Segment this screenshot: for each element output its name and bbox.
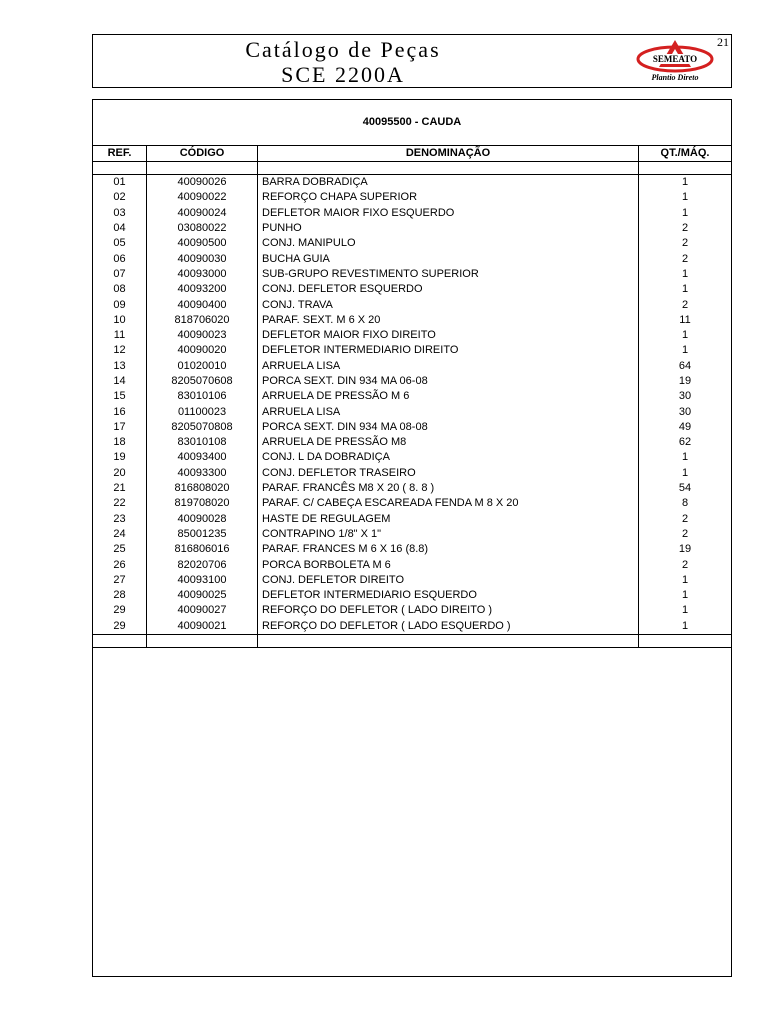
table-row <box>93 619 732 635</box>
cell-codigo: 40090027 <box>147 603 258 618</box>
cell-qt: 8 <box>639 496 732 511</box>
cell-qt: 1 <box>639 466 732 481</box>
cell-denominacao: HASTE DE REGULAGEM <box>258 512 639 527</box>
cell-codigo: 85001235 <box>147 527 258 542</box>
cell-denominacao: CONJ. L DA DOBRADIÇA <box>258 450 639 465</box>
table-row <box>93 588 732 603</box>
table-row <box>93 374 732 389</box>
cell-codigo: 40090020 <box>147 343 258 358</box>
table-row <box>93 297 732 312</box>
cell-qt: 11 <box>639 313 732 328</box>
cell-ref: 06 <box>93 251 147 266</box>
cell-denominacao: PORCA BORBOLETA M 6 <box>258 557 639 572</box>
cell-denominacao: DEFLETOR INTERMEDIARIO DIREITO <box>258 343 639 358</box>
cell-ref: 18 <box>93 435 147 450</box>
table-row <box>93 175 732 191</box>
cell-codigo: 82020706 <box>147 557 258 572</box>
cell-ref: 27 <box>93 573 147 588</box>
table-row <box>93 343 732 358</box>
cell-qt: 2 <box>639 557 732 572</box>
logo-tagline: Plantio Direto <box>651 73 699 82</box>
table-row <box>93 190 732 205</box>
cell-codigo: 40093300 <box>147 466 258 481</box>
cell-codigo: 40090026 <box>147 175 258 191</box>
cell-qt: 54 <box>639 481 732 496</box>
cell-ref: 29 <box>93 619 147 635</box>
cell-ref: 17 <box>93 420 147 435</box>
cell-denominacao: PORCA SEXT. DIN 934 MA 08-08 <box>258 420 639 435</box>
table-row <box>93 435 732 450</box>
cell-qt: 30 <box>639 389 732 404</box>
logo-text: SEMEATO <box>652 54 698 64</box>
cell-codigo: 40090028 <box>147 512 258 527</box>
cell-denominacao: ARRUELA DE PRESSÃO M8 <box>258 435 639 450</box>
cell-denominacao: DEFLETOR MAIOR FIXO ESQUERDO <box>258 206 639 221</box>
semeato-logo <box>635 37 715 85</box>
cell-denominacao: CONTRAPINO 1/8" X 1" <box>258 527 639 542</box>
cell-codigo: 40090400 <box>147 297 258 312</box>
cell-qt: 30 <box>639 404 732 419</box>
cell-denominacao: CONJ. DEFLETOR TRASEIRO <box>258 466 639 481</box>
cell-codigo: 40093000 <box>147 267 258 282</box>
cell-denominacao: CONJ. DEFLETOR DIREITO <box>258 573 639 588</box>
cell-qt: 1 <box>639 190 732 205</box>
cell-qt: 1 <box>639 267 732 282</box>
group-title: 40095500 - CAUDA <box>362 116 462 128</box>
table-row <box>93 542 732 557</box>
parts-table <box>92 145 732 648</box>
table-row <box>93 512 732 527</box>
cell-codigo: 01020010 <box>147 359 258 374</box>
cell-ref: 10 <box>93 313 147 328</box>
cell-qt: 19 <box>639 374 732 389</box>
cell-qt: 62 <box>639 435 732 450</box>
cell-ref: 19 <box>93 450 147 465</box>
cell-codigo: 83010108 <box>147 435 258 450</box>
cell-denominacao: PORCA SEXT. DIN 934 MA 06-08 <box>258 374 639 389</box>
cell-ref: 23 <box>93 512 147 527</box>
cell-denominacao: PARAF. C/ CABEÇA ESCAREADA FENDA M 8 X 20 <box>258 496 639 511</box>
cell-ref: 26 <box>93 557 147 572</box>
table-row <box>93 236 732 251</box>
table-row <box>93 573 732 588</box>
cell-denominacao: DEFLETOR MAIOR FIXO DIREITO <box>258 328 639 343</box>
page-title <box>93 37 593 87</box>
cell-ref: 05 <box>93 236 147 251</box>
table-row <box>93 450 732 465</box>
cell-qt: 1 <box>639 175 732 191</box>
table-row <box>93 389 732 404</box>
cell-codigo: 40090023 <box>147 328 258 343</box>
cell-denominacao: REFORÇO DO DEFLETOR ( LADO DIREITO ) <box>258 603 639 618</box>
cell-denominacao: ARRUELA DE PRESSÃO M 6 <box>258 389 639 404</box>
cell-ref: 12 <box>93 343 147 358</box>
cell-codigo: 40090025 <box>147 588 258 603</box>
cell-codigo: 03080022 <box>147 221 258 236</box>
cell-denominacao: PARAF. FRANCÊS M8 X 20 ( 8. 8 ) <box>258 481 639 496</box>
cell-qt: 1 <box>639 619 732 635</box>
cell-denominacao: CONJ. MANIPULO <box>258 236 639 251</box>
cell-codigo: 816806016 <box>147 542 258 557</box>
cell-denominacao: REFORÇO CHAPA SUPERIOR <box>258 190 639 205</box>
cell-ref: 09 <box>93 297 147 312</box>
cell-denominacao: PARAF. SEXT. M 6 X 20 <box>258 313 639 328</box>
cell-codigo: 8205070808 <box>147 420 258 435</box>
cell-codigo: 40093100 <box>147 573 258 588</box>
cell-qt: 2 <box>639 512 732 527</box>
spacer-row <box>93 162 732 175</box>
cell-ref: 02 <box>93 190 147 205</box>
cell-ref: 25 <box>93 542 147 557</box>
cell-codigo: 40090030 <box>147 251 258 266</box>
table-row <box>93 603 732 618</box>
cell-denominacao: REFORÇO DO DEFLETOR ( LADO ESQUERDO ) <box>258 619 639 635</box>
cell-qt: 1 <box>639 282 732 297</box>
cell-denominacao: BUCHA GUIA <box>258 251 639 266</box>
cell-codigo: 819708020 <box>147 496 258 511</box>
cell-qt: 1 <box>639 343 732 358</box>
cell-qt: 64 <box>639 359 732 374</box>
cell-denominacao: BARRA DOBRADIÇA <box>258 175 639 191</box>
cell-ref: 03 <box>93 206 147 221</box>
cell-qt: 2 <box>639 251 732 266</box>
table-row <box>93 328 732 343</box>
end-row <box>93 634 732 647</box>
table-row <box>93 313 732 328</box>
cell-qt: 2 <box>639 236 732 251</box>
cell-qt: 2 <box>639 297 732 312</box>
cell-qt: 49 <box>639 420 732 435</box>
table-row <box>93 496 732 511</box>
cell-qt: 1 <box>639 603 732 618</box>
cell-ref: 24 <box>93 527 147 542</box>
cell-qt: 1 <box>639 588 732 603</box>
cell-ref: 22 <box>93 496 147 511</box>
cell-qt: 1 <box>639 206 732 221</box>
cell-codigo: 40090021 <box>147 619 258 635</box>
table-row <box>93 420 732 435</box>
table-row <box>93 466 732 481</box>
cell-qt: 2 <box>639 527 732 542</box>
cell-ref: 14 <box>93 374 147 389</box>
table-row <box>93 267 732 282</box>
table-row <box>93 206 732 221</box>
cell-qt: 1 <box>639 573 732 588</box>
cell-ref: 08 <box>93 282 147 297</box>
cell-ref: 16 <box>93 404 147 419</box>
header-denominacao: DENOMINAÇÃO <box>258 146 639 162</box>
cell-denominacao: CONJ. TRAVA <box>258 297 639 312</box>
cell-codigo: 40093200 <box>147 282 258 297</box>
table-row <box>93 359 732 374</box>
cell-codigo: 818706020 <box>147 313 258 328</box>
table-row <box>93 251 732 266</box>
cell-codigo: 83010106 <box>147 389 258 404</box>
cell-codigo: 40093400 <box>147 450 258 465</box>
parts-panel <box>92 99 732 977</box>
cell-ref: 29 <box>93 603 147 618</box>
page-number: 21 <box>717 35 729 49</box>
table-row <box>93 557 732 572</box>
cell-qt: 1 <box>639 328 732 343</box>
cell-qt: 19 <box>639 542 732 557</box>
cell-denominacao: DEFLETOR INTERMEDIARIO ESQUERDO <box>258 588 639 603</box>
cell-ref: 01 <box>93 175 147 191</box>
cell-ref: 21 <box>93 481 147 496</box>
header-codigo: CÓDIGO <box>147 146 258 162</box>
table-header-row <box>93 146 732 162</box>
header-ref: REF. <box>93 146 147 162</box>
cell-ref: 11 <box>93 328 147 343</box>
cell-codigo: 40090024 <box>147 206 258 221</box>
cell-qt: 2 <box>639 221 732 236</box>
cell-ref: 04 <box>93 221 147 236</box>
header-box <box>92 34 732 88</box>
cell-codigo: 40090500 <box>147 236 258 251</box>
cell-ref: 07 <box>93 267 147 282</box>
cell-denominacao: PUNHO <box>258 221 639 236</box>
model-title: SCE 2200A <box>281 62 405 87</box>
cell-denominacao: ARRUELA LISA <box>258 359 639 374</box>
table-row <box>93 527 732 542</box>
cell-codigo: 40090022 <box>147 190 258 205</box>
table-row <box>93 404 732 419</box>
cell-codigo: 816808020 <box>147 481 258 496</box>
logo-mark-icon <box>635 37 715 77</box>
parts-table-body <box>93 162 732 648</box>
table-row <box>93 221 732 236</box>
cell-denominacao: SUB-GRUPO REVESTIMENTO SUPERIOR <box>258 267 639 282</box>
cell-codigo: 01100023 <box>147 404 258 419</box>
cell-codigo: 8205070608 <box>147 374 258 389</box>
cell-denominacao: PARAF. FRANCES M 6 X 16 (8.8) <box>258 542 639 557</box>
cell-denominacao: CONJ. DEFLETOR ESQUERDO <box>258 282 639 297</box>
cell-denominacao: ARRUELA LISA <box>258 404 639 419</box>
cell-qt: 1 <box>639 450 732 465</box>
cell-ref: 20 <box>93 466 147 481</box>
table-row <box>93 481 732 496</box>
header-qt: QT./MÁQ. <box>639 146 732 162</box>
table-row <box>93 282 732 297</box>
cell-ref: 28 <box>93 588 147 603</box>
cell-ref: 13 <box>93 359 147 374</box>
catalog-title: Catálogo de Peças <box>245 37 441 62</box>
cell-ref: 15 <box>93 389 147 404</box>
